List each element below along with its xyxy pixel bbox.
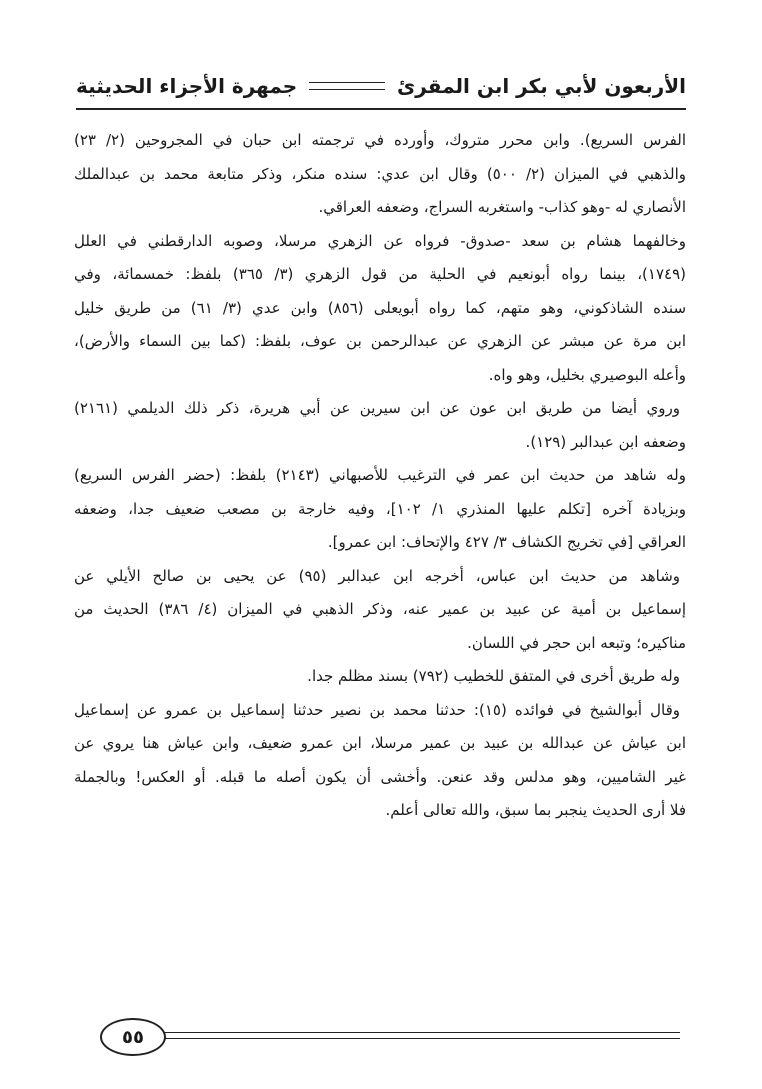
text-line: غير الشاميين، وهو مدلس وقد عنعن. وأخشى أن يكون أصله ما قبله. أو العكس! وبالجملة [74,767,686,786]
text-line: إسماعيل بن أمية عن عبيد بن عمير عنه، وذكر الذهبي في الميزان (٤/ ٣٨٦) الحديث من [74,600,686,618]
header-separator [309,82,385,90]
text-line: وروي أيضا من طريق ابن عون عن ابن سيرين عن أبي هريرة، ذكر ذلك الديلمي (٢١٦١) [74,399,680,417]
text-line: وقال أبوالشيخ في فوائده (١٥): حدثنا محمد بن نصير حدثنا إسماعيل بن عمرو عن إسماعيل [74,700,680,719]
text-line: ابن مرة عن مبشر عن الزهري عن عبدالرحمن بن عوف، بلفظ: (كما بين السماء والأرض)، [74,332,686,350]
header-section-title: الأربعون لأبي بكر ابن المقرئ [396,74,686,98]
text-line: الفرس السريع). وابن محرر متروك، وأورده في ترجمته ابن حبان في المجروحين (٢/ ٢٣) [74,131,686,149]
text-line: وخالفهما هشام بن سعد -صدوق- فرواه عن الزهري مرسلا، وصوبه الدارقطني في العلل [74,231,686,250]
text-line: وشاهد من حديث ابن عباس، أخرجه ابن عبدالبر (٩٥) عن يحيى بن صالح الأيلي عن [74,566,681,585]
text-line: (١٧٤٩)، بينما رواه أبونعيم في الحلية من قول الزهري (٣/ ٣٦٥) بلفظ: خمسمائة، وفي [74,265,686,283]
text-line: وله شاهد من حديث ابن عمر في الترغيب للأصبهاني (٢١٤٣) بلفظ: (حضر الفرس السريع) [74,466,686,484]
footer-rule [144,1038,680,1039]
page-number: ٥٥ [100,1018,166,1056]
header-rule [76,108,686,110]
text-line: العراقي [في تخريج الكشاف ٣/ ٤٢٧ والإتحاف: ابن عمرو]. [327,533,686,551]
page-footer [84,1018,680,1054]
text-line: الأنصاري له -وهو كذاب- واستغربه السراج، وضعفه العراقي. [318,198,686,216]
text-line: سنده الشاذكوني، وهو متهم، كما رواه أبويعلى (٨٥٦) وابن عدي (٣/ ٦١) من طريق خليل [74,298,686,317]
text-line: مناكيره؛ وتبعه ابن حجر في اللسان. [467,633,686,652]
text-line: ابن عياش عن عبدالله بن عبيد بن عمير مرسلا، ابن عمرو ضعيف، وابن عياش هنا يروي عن [74,734,686,752]
main-text [74,124,686,828]
running-header [76,66,686,106]
text-line: فلا أرى الحديث ينجبر بما سبق، والله تعالى أعلم. [385,801,686,819]
text-line: وله طريق أخرى في المتفق للخطيب (٧٩٢) بسند مظلم جدا. [307,667,680,685]
text-line: وبزيادة آخره [تكلم عليها المنذري ١/ ١٠٢]، وفيه خارجة بن مصعب ضعيف جدا، وضعفه [74,499,686,518]
footer-rule [144,1032,680,1033]
text-line: والذهبي في الميزان (٢/ ٥٠٠) وقال ابن عدي: سنده منكر، وذكر متابعة محمد بن عبدالملك [74,164,686,183]
text-line: وأعله البوصيري بخليل، وهو واه. [488,365,686,384]
header-book-title: جمهرة الأجزاء الحديثية [76,74,298,98]
text-line: وضعفه ابن عبدالبر (١٢٩). [525,432,686,451]
